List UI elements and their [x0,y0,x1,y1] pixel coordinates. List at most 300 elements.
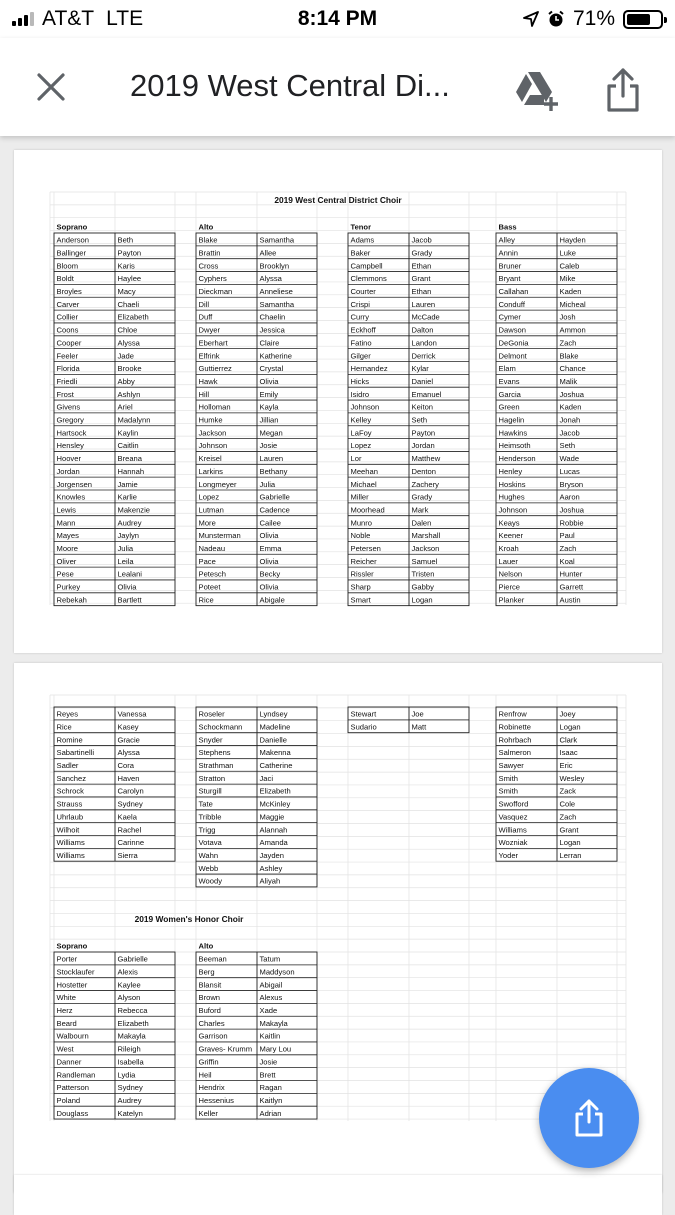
table-row [199,800,291,809]
last-name-cell: Graves- Krumm [198,1044,253,1054]
first-name-cell: Chaelin [259,312,286,322]
first-name-cell: Megan [259,428,283,438]
last-name-cell: Longmeyer [198,479,237,489]
last-name-cell: Jorgensen [56,479,92,489]
first-name-cell: Keiton [411,402,434,412]
table-row [57,761,135,770]
first-name-cell: Julia [117,544,134,553]
first-name-cell: Landon [411,338,437,348]
voice-header-soprano: Soprano [56,222,88,232]
table-row [199,1070,277,1079]
battery-icon [623,10,663,29]
first-name-cell: Rachel [117,825,142,835]
first-name-cell: Joshua [559,505,584,515]
first-name-cell: Brett [259,1070,276,1080]
first-name-cell: Ragan [259,1083,282,1093]
table-row [57,800,144,809]
first-name-cell: Lydia [117,1070,136,1080]
honor-choir-title: 2019 Women's Honor Choir [134,914,244,924]
last-name-cell: Baker [350,248,371,258]
last-name-cell: Hagelin [498,415,525,425]
voice-header-tenor: Tenor [350,222,372,232]
last-name-cell: Porter [56,954,78,964]
first-name-cell: Joshua [559,389,584,399]
last-name-cell: Collier [56,312,79,322]
app-bar [0,38,675,136]
last-name-cell: Garcia [498,389,521,399]
first-name-cell: Kaitlin [259,1031,281,1041]
table-row [499,735,578,744]
table-row [199,1045,292,1054]
last-name-cell: Blansit [198,980,222,990]
first-name-cell: Cadence [259,505,290,515]
first-name-cell: Jade [117,351,134,361]
first-name-cell: Becky [259,569,281,579]
first-name-cell: Bryson [559,479,584,489]
table-row [499,825,580,834]
table-row [499,787,577,796]
last-name-cell: LaFoy [350,428,372,438]
last-name-cell: Munsterman [198,531,241,541]
first-name-cell: Allee [259,248,277,258]
first-name-cell: Robbie [559,518,584,528]
table-row [57,774,140,783]
first-name-cell: Emily [259,389,279,399]
last-name-cell: Fatino [350,338,372,348]
first-name-cell: Logan [559,722,581,732]
first-name-cell: Kayla [259,402,279,412]
last-name-cell: Callahan [498,287,529,296]
last-name-cell: Keener [498,531,523,541]
last-name-cell: Schrock [56,786,84,796]
last-name-cell: Moore [56,544,79,553]
table-row [351,722,428,731]
last-name-cell: Eberhart [198,338,228,348]
first-name-cell: Macy [117,287,136,296]
first-name-cell: Katherine [259,351,293,361]
first-name-cell: Ariel [117,402,133,412]
last-name-cell: Courter [350,287,376,296]
last-name-cell: Tate [198,799,213,809]
first-name-cell: Xade [259,1006,278,1015]
last-name-cell: Williams [498,825,527,835]
first-name-cell: Payton [117,248,142,258]
first-name-cell: Alexus [259,993,283,1003]
last-name-cell: Schockmann [198,722,243,732]
first-name-cell: Karlie [117,492,137,502]
first-name-cell: Rileigh [117,1044,141,1054]
table-row [499,812,577,821]
first-name-cell: Gabrielle [259,492,290,502]
table-row [199,1096,283,1105]
last-name-cell: Hoover [56,454,81,464]
first-name-cell: Grady [411,492,433,502]
last-name-cell: Rebekah [56,595,87,605]
first-name-cell: McKinley [259,799,291,809]
last-name-cell: Carver [56,299,80,309]
last-name-cell: Broyles [56,287,82,296]
last-name-cell: Sturgill [198,786,222,796]
last-name-cell: Elam [498,364,516,374]
last-name-cell: Lauer [498,556,518,566]
first-name-cell: Wesley [559,773,585,783]
last-name-cell: Campbell [350,261,383,271]
last-name-cell: Meehan [350,466,378,476]
last-name-cell: Hicks [350,376,370,386]
last-name-cell: Purkey [56,582,81,592]
first-name-cell: Ashlyn [117,389,141,399]
first-name-cell: Matthew [411,454,441,464]
battery-level-fill [627,14,650,25]
last-name-cell: Roseler [198,709,225,719]
document-page-3[interactable] [14,1175,662,1215]
battery-percent: 71% [572,7,615,30]
last-name-cell: Heil [198,1070,212,1080]
first-name-cell: Josie [259,441,278,451]
last-name-cell: Frost [56,389,74,399]
first-name-cell: Jaci [259,773,274,783]
last-name-cell: Anderson [56,235,90,245]
last-name-cell: Buford [198,1006,221,1015]
first-name-cell: Ashley [259,863,283,873]
document-title: 2019 West Central Di... [130,68,450,103]
first-name-cell: Aliyah [259,876,281,886]
first-name-cell: Kylar [411,364,429,374]
last-name-cell: Randleman [56,1070,96,1080]
first-name-cell: Sydney [117,1083,143,1093]
first-name-cell: Jacob [559,428,580,438]
first-name-cell: Lealani [117,569,142,579]
first-name-cell: Olivia [259,582,279,592]
last-name-cell: Evans [498,376,520,386]
share-icon [572,1098,606,1138]
table-row [199,722,291,731]
honor-voice-header-alto: Alto [198,941,214,951]
status-bar [0,0,675,38]
first-name-cell: Kaylin [117,428,139,438]
first-name-cell: Mike [559,274,576,284]
last-name-cell: Oliver [56,556,77,566]
last-name-cell: Swofford [498,799,529,809]
first-name-cell: Grady [411,248,433,258]
table-row [57,838,145,847]
last-name-cell: Cross [198,261,219,271]
first-name-cell: McCade [411,312,440,322]
first-name-cell: Joey [559,709,576,719]
table-row [57,722,139,731]
last-name-cell: Conduff [498,299,525,309]
last-name-cell: Brattin [198,248,221,258]
first-name-cell: Hannah [117,466,145,476]
first-name-cell: Aaron [559,492,580,502]
last-name-cell: Crispi [350,299,370,309]
first-name-cell: Denton [411,466,436,476]
first-name-cell: Malik [559,376,578,386]
table-row [199,980,283,989]
last-name-cell: Poteet [198,582,221,592]
first-name-cell: Abigail [259,980,283,990]
first-name-cell: Kaylee [117,980,141,990]
first-name-cell: Isaac [559,748,578,758]
district-choir-title: 2019 West Central District Choir [274,195,402,205]
last-name-cell: Smith [498,786,518,796]
table-row [57,825,142,834]
roster-table [54,233,175,606]
first-name-cell: Zack [559,786,576,796]
honor-voice-header-soprano: Soprano [56,941,88,951]
first-name-cell: Catherine [259,761,293,770]
table-row [57,710,148,719]
document-page-1[interactable] [14,150,662,653]
roster-table [496,707,617,861]
table-row [199,1032,281,1041]
first-name-cell: Bartlett [117,595,142,605]
last-name-cell: Elfrink [198,351,220,361]
first-name-cell: Sierra [117,850,138,860]
last-name-cell: Duff [198,312,213,322]
last-name-cell: Miller [350,492,369,502]
first-name-cell: Alyson [117,993,141,1003]
table-row [57,1109,143,1118]
last-name-cell: Delmont [498,351,527,361]
first-name-cell: Bethany [259,466,288,476]
first-name-cell: Amanda [259,838,288,848]
google-drive-add-icon[interactable] [514,70,560,112]
first-name-cell: Jillian [259,415,279,425]
last-name-cell: Walbourn [56,1031,89,1041]
first-name-cell: Micheal [559,299,586,309]
last-name-cell: Eckhoff [350,325,376,335]
last-name-cell: Johnson [498,505,528,515]
last-name-cell: Webb [198,863,219,873]
last-name-cell: Stratton [198,773,226,783]
table-row [499,774,585,783]
last-name-cell: Pese [56,569,74,579]
first-name-cell: Cole [559,799,576,809]
first-name-cell: Kaitlyn [259,1095,283,1105]
first-name-cell: Maddyson [259,967,295,977]
table-row [199,825,288,834]
first-name-cell: Emma [259,544,282,553]
network-type: LTE [106,7,144,30]
last-name-cell: Renfrow [498,709,527,719]
last-name-cell: Bruner [498,261,522,271]
first-name-cell: Alannah [259,825,288,835]
last-name-cell: Petersen [350,544,381,553]
last-name-cell: Noble [350,531,371,541]
table-row [57,748,141,757]
first-name-cell: Zach [559,338,577,348]
last-name-cell: Herz [56,1006,73,1015]
last-name-cell: Danner [56,1057,82,1067]
last-name-cell: Guttierrez [198,364,232,374]
last-name-cell: Smart [350,595,371,605]
share-icon[interactable] [603,66,643,114]
last-name-cell: Johnson [198,441,228,451]
table-row [57,967,138,976]
first-name-cell: Jacob [411,235,432,245]
last-name-cell: Hoskins [498,479,526,489]
last-name-cell: Wilhoit [56,825,80,835]
last-name-cell: Gregory [56,415,84,425]
last-name-cell: Adams [350,235,375,245]
first-name-cell: Marshall [411,531,441,541]
first-name-cell: Ethan [411,287,432,296]
table-row [57,1045,141,1054]
first-name-cell: Lerran [559,850,582,860]
first-name-cell: Samuel [411,556,438,566]
table-row [199,812,285,821]
first-name-cell: Seth [559,441,576,451]
table-row [57,1019,149,1028]
first-name-cell: Tatum [259,954,281,964]
first-name-cell: Zachery [411,479,439,489]
last-name-cell: Henley [498,466,523,476]
share-fab[interactable] [539,1068,639,1168]
table-row [199,761,293,770]
last-name-cell: Reicher [350,556,377,566]
first-name-cell: Mary Lou [259,1044,292,1054]
table-row [199,838,289,847]
last-name-cell: Pierce [498,582,521,592]
first-name-cell: Lauren [411,299,436,309]
first-name-cell: Chaeli [117,299,140,309]
first-name-cell: Matt [411,722,427,732]
first-name-cell: Grant [559,825,579,835]
last-name-cell: Curry [350,312,370,322]
first-name-cell: Karis [117,261,135,271]
last-name-cell: Bryant [498,274,521,284]
roster-table [54,952,175,1119]
first-name-cell: Joe [411,709,424,719]
first-name-cell: Tristen [411,569,435,579]
first-name-cell: Olivia [259,556,279,566]
first-name-cell: Josie [259,1057,278,1067]
close-icon[interactable] [34,70,68,104]
last-name-cell: Humke [198,415,223,425]
table-row [57,735,140,744]
last-name-cell: Uhrlaub [56,812,84,822]
first-name-cell: Cailee [259,518,282,528]
last-name-cell: Michael [350,479,377,489]
status-time: 8:14 PM [297,7,378,30]
table-row [499,710,576,719]
table-row [351,710,424,719]
last-name-cell: Boldt [56,274,74,284]
table-row [57,1006,149,1015]
first-name-cell: Garrett [559,582,584,592]
table-row [499,800,576,809]
table-row [199,735,287,744]
last-name-cell: Douglass [56,1108,89,1118]
table-row [57,812,138,821]
last-name-cell: Moorhead [350,505,385,515]
table-row [499,851,582,860]
last-name-cell: Keays [498,518,520,528]
last-name-cell: Votava [198,838,222,848]
roster-table [348,707,469,733]
first-name-cell: Derrick [411,351,436,361]
first-name-cell: Madalynn [117,415,151,425]
first-name-cell: Gabrielle [117,954,148,964]
last-name-cell: More [198,518,216,528]
table-row [199,1019,289,1028]
table-row [57,1070,137,1079]
last-name-cell: Isidro [350,389,370,399]
first-name-cell: Grant [411,274,431,284]
first-name-cell: Isabella [117,1057,144,1067]
first-name-cell: Austin [559,595,581,605]
voice-header-bass: Bass [498,222,517,232]
first-name-cell: Abigale [259,595,285,605]
first-name-cell: Julia [259,479,276,489]
table-row [57,1057,145,1066]
last-name-cell: Kelley [350,415,372,425]
first-name-cell: Samantha [259,235,295,245]
first-name-cell: Gabby [411,582,434,592]
last-name-cell: Knowles [56,492,86,502]
last-name-cell: Mann [56,518,76,528]
last-name-cell: Hughes [498,492,525,502]
first-name-cell: Breana [117,454,142,464]
first-name-cell: Kaden [559,287,582,296]
first-name-cell: Elizabeth [117,312,149,322]
last-name-cell: Green [498,402,520,412]
last-name-cell: Rice [56,722,72,732]
last-name-cell: Coons [56,325,79,335]
table-row [57,993,141,1002]
table-row [499,838,581,847]
first-name-cell: Alyssa [117,748,140,758]
table-row [199,955,281,964]
first-name-cell: Elizabeth [117,1018,149,1028]
last-name-cell: Beeman [198,954,227,964]
spreadsheet-page-1 [14,150,662,653]
last-name-cell: Brown [198,993,221,1003]
first-name-cell: Makenzie [117,505,150,515]
last-name-cell: Griffin [198,1057,219,1067]
first-name-cell: Mark [411,505,429,515]
first-name-cell: Jackson [411,544,440,553]
table-row [57,1096,142,1105]
last-name-cell: Yoder [498,850,519,860]
last-name-cell: Rice [198,595,214,605]
last-name-cell: Jordan [56,466,80,476]
last-name-cell: Henderson [498,454,536,464]
last-name-cell: Sharp [350,582,371,592]
first-name-cell: Makayla [117,1031,146,1041]
roster-table [496,233,617,606]
roster-table [196,233,317,606]
last-name-cell: Gilger [350,351,371,361]
first-name-cell: Sydney [117,799,143,809]
last-name-cell: Stewart [350,709,377,719]
roster-table [196,707,317,887]
last-name-cell: Hawkins [498,428,528,438]
last-name-cell: Charles [198,1018,225,1028]
last-name-cell: Reyes [56,709,79,719]
last-name-cell: Poland [56,1095,81,1105]
first-name-cell: Jamie [117,479,138,489]
first-name-cell: Hunter [559,569,583,579]
table-row [199,710,288,719]
first-name-cell: Eric [559,761,573,770]
first-name-cell: Makayla [259,1018,288,1028]
first-name-cell: Luke [559,248,576,258]
last-name-cell: Stephens [198,748,231,758]
last-name-cell: Lewis [56,505,76,515]
first-name-cell: Olivia [259,376,279,386]
